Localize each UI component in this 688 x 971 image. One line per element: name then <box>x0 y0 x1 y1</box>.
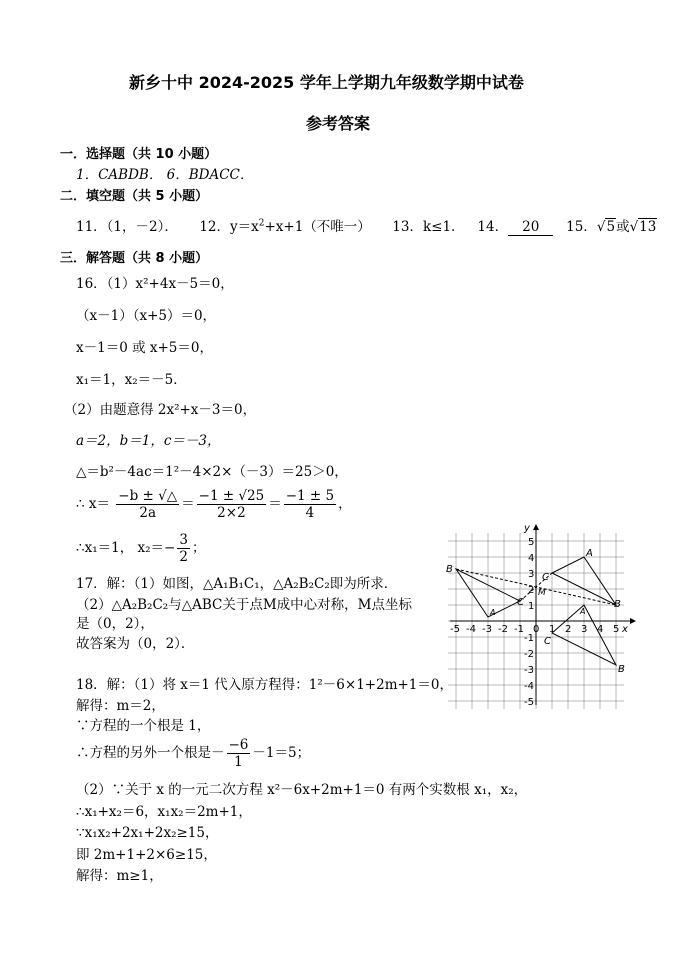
answer-15-pre: 15． <box>566 219 597 235</box>
y-tick-label: -4 <box>524 681 534 692</box>
x-tick-label: 5 <box>613 624 620 635</box>
label-b1: B <box>618 664 625 675</box>
x-tick-label: 4 <box>597 624 604 635</box>
y-tick-label: 3 <box>528 569 535 580</box>
q18-line-1: 18．解：（1）将 x＝1 代入原方程得：1²－6×1+2m+1＝0， <box>76 677 453 693</box>
q17-line-3: 是（0，2）， <box>76 616 154 632</box>
label-a: A <box>490 608 496 617</box>
coordinate-grid-figure <box>440 520 640 710</box>
q18-line-5: （2）∵关于 x 的一元二次方程 x²－6x+2m+1＝0 有两个实数根 x₁，x₂， <box>76 782 528 798</box>
x-tick-label: 2 <box>565 624 572 635</box>
x-tick-label: -3 <box>482 624 492 635</box>
q16-fraction-3: $\frac{-1 \pm 5}{4}$ <box>285 488 335 521</box>
answer-15-a: 5 <box>606 219 616 235</box>
q17-line-2: （2）△A₂B₂C₂与△ABC关于点M成中心对称，M点坐标 <box>76 597 412 613</box>
q18-line-7: ∵x₁x₂+2x₁+2x₂≥15， <box>76 825 219 841</box>
q16-l9-prefix: ∴x₁＝1， x₂＝− <box>76 540 176 556</box>
y-tick-label: 2 <box>528 585 535 596</box>
label-b2: B <box>614 599 621 610</box>
axis-y-label: y <box>524 523 530 534</box>
y-tick-label: -1 <box>524 633 534 644</box>
q16-fraction-2: $\frac{-1 \pm √25}{2\times 2}$ <box>198 488 265 521</box>
label-a1: A <box>580 607 586 616</box>
fill-answers: 11．（1，－2）． 12．$y=x^2+x+1$（不唯一） 13．k≤1． 14． 20 15．√5或√13 <box>76 218 657 235</box>
label-m: M <box>538 588 546 598</box>
label-b: B <box>446 564 453 575</box>
q16-line-3: x－1＝0 或 x+5＝0， <box>76 340 213 356</box>
y-tick-label: -2 <box>524 649 534 660</box>
q16-fraction-4: $\frac{3}{2}$ <box>179 532 188 565</box>
q16-line-8: ∴ x＝ $\frac{-b \pm √\triangle}{2a}$ ＝ $\frac{-1 \pm √25}{2\times 2}$ ＝ $\frac{-1 \pm 5}{4}$ ， <box>76 488 352 521</box>
q18-line-8: 即 2m+1+2×6≥15， <box>76 847 217 863</box>
q17-line-4: 故答案为（0，2）． <box>76 636 195 652</box>
q17-line-1: 17．解：（1）如图，△A₁B₁C₁，△A₂B₂C₂即为所求． <box>76 576 398 592</box>
x-tick-label: 1 <box>549 624 556 635</box>
answer-11: 11．（1，－2）． <box>76 219 178 235</box>
q18-line-6: ∴x₁+x₂＝6，x₁x₂＝2m+1， <box>76 804 252 820</box>
answer-14-blank: 20 <box>508 219 553 236</box>
y-tick-label: -5 <box>524 697 534 708</box>
q16-line-1: 16．（1）x²+4x－5＝0， <box>76 276 234 292</box>
x-tick-label: -5 <box>450 624 460 635</box>
q18-fraction: $\frac{-6}{1}$ <box>228 737 249 770</box>
answer-14-pre: 14． <box>477 219 509 235</box>
page-subtitle: 参考答案 <box>306 114 371 133</box>
answer-15-or: 或 <box>616 219 630 235</box>
label-c2: C <box>542 572 549 583</box>
label-a2: A <box>586 548 593 559</box>
q16-line-6: a＝2，b＝1，c＝－3， <box>76 433 221 449</box>
section-fill-heading: 二．填空题（共 5 小题） <box>60 189 209 204</box>
q16-l8-prefix: ∴ x＝ <box>76 496 110 512</box>
label-c: C <box>517 597 524 608</box>
answer-15-b: 13 <box>639 219 657 235</box>
q18-line-4: ∴方程的另外一个根是－ $\frac{-6}{1}$ －1＝5； <box>76 737 311 770</box>
y-tick-label: 5 <box>528 537 535 548</box>
y-tick-label: 1 <box>528 601 535 612</box>
axis-x-label: x <box>622 624 628 635</box>
q18-line-9: 解得：m≥1， <box>76 868 163 884</box>
y-tick-label: 4 <box>528 553 535 564</box>
q16-line-2: （x－1）（x+5）＝0， <box>76 308 217 324</box>
y-axis-arrow <box>533 524 539 530</box>
q18-line-3: ∵方程的一个根是 1， <box>76 718 211 734</box>
x-tick-label: 3 <box>581 624 588 635</box>
q16-line-7: △＝b²－4ac＝1²－4×2×（－3）＝25＞0， <box>76 464 348 480</box>
answer-12-pre: 12．y＝x <box>199 219 259 235</box>
section-choice-heading: 一．选择题（共 10 小题） <box>60 147 218 162</box>
q18-line-2: 解得：m＝2， <box>76 698 165 714</box>
section-solve-heading: 三．解答题（共 8 小题） <box>60 251 209 266</box>
q16-line-5: （2）由题意得 2x²+x－3＝0， <box>64 402 257 418</box>
answer-12-post: +x+1（不唯一） <box>264 219 371 235</box>
choice-answers: 1．CABDB． 6．BDACC． <box>76 167 254 183</box>
q16-line-9: ∴x₁＝1， x₂＝− $\frac{3}{2}$ ； <box>76 532 206 565</box>
label-c1: C <box>544 636 551 647</box>
q16-fraction-1: $\frac{-b \pm √\triangle}{2a}$ <box>118 488 178 521</box>
x-tick-label: 0 <box>533 624 540 635</box>
q16-line-4: x₁＝1，x₂＝－5． <box>76 372 187 388</box>
x-tick-label: -4 <box>466 624 476 635</box>
x-axis-arrow <box>630 618 636 624</box>
y-tick-label: -3 <box>524 665 534 676</box>
answer-13: 13．k≤1． <box>392 219 465 235</box>
x-tick-label: -1 <box>514 624 524 635</box>
x-tick-label: -2 <box>498 624 508 635</box>
page-title: 新乡十中 2024-2025 学年上学期九年级数学期中试卷 <box>129 73 524 92</box>
